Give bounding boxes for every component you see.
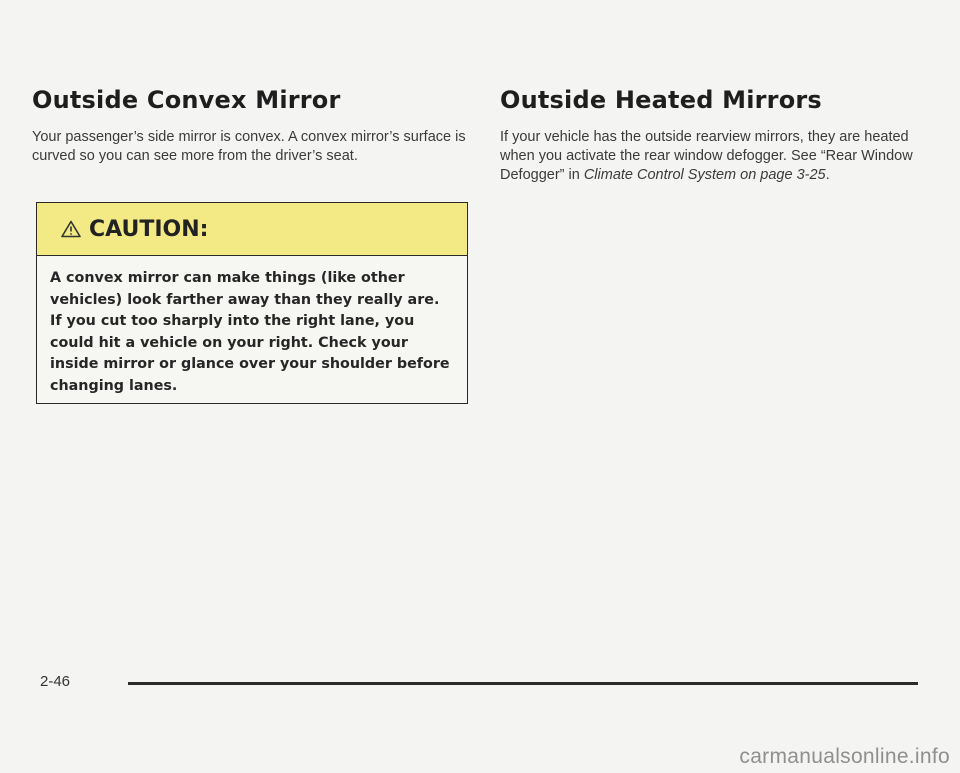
heated-mirrors-text: If your vehicle has the outside rearview mirrors, they are heated when you activate the rear window defogger. See “Rear Window Defogger” in [500, 129, 913, 183]
convex-mirror-heading: Outside Convex Mirror [32, 86, 341, 114]
climate-control-reference: Climate Control System on page 3-25 [583, 167, 826, 183]
heated-mirrors-heading: Outside Heated Mirrors [500, 86, 822, 114]
convex-mirror-body: Your passenger’s side mirror is convex. A convex mirror’s surface is curved so you can see more from the driver’s seat. [32, 129, 466, 164]
heated-mirrors-body [500, 128, 930, 185]
right-column [500, 86, 930, 185]
page-number: 2-46 [40, 673, 71, 690]
watermark: carmanualsonline.info [739, 745, 950, 768]
heated-mirrors-text-end: . [825, 167, 830, 183]
warning-triangle-icon [61, 220, 81, 238]
caution-header [37, 203, 467, 256]
caution-text: A convex mirror can make things (like other vehicles) look farther away than they really are. If you cut too sharply into the right lane, you could hit a vehicle on your right. Check your inside mirror or glance over your shoulder before changing lanes. [50, 270, 450, 394]
footer-rule [128, 682, 918, 685]
left-column [32, 86, 472, 166]
caution-box [36, 202, 468, 404]
caution-title: CAUTION: [89, 216, 209, 242]
